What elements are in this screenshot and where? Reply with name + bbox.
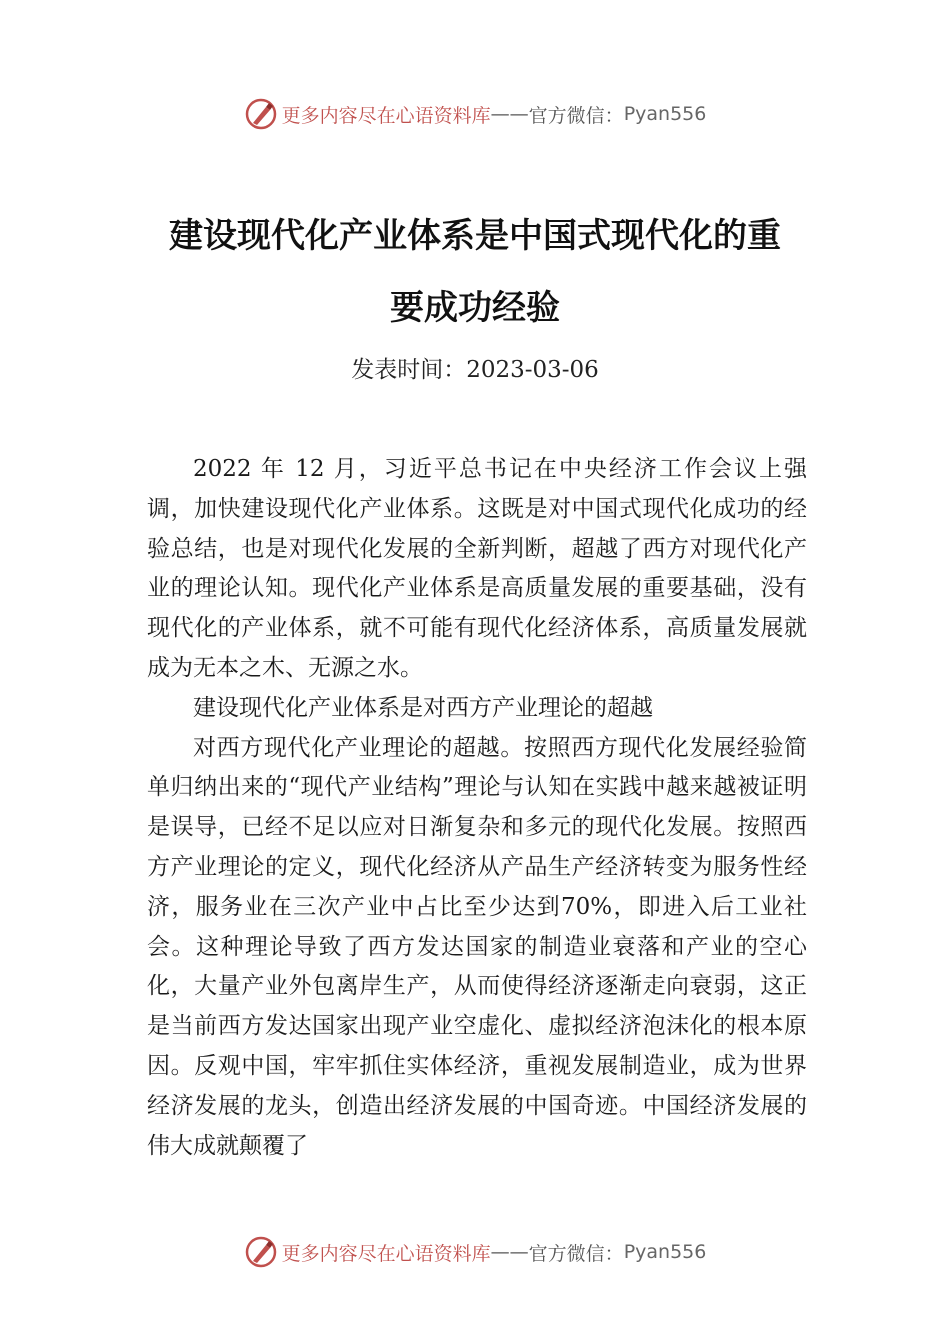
banner-wechat-label: 官方微信： bbox=[528, 104, 624, 127]
banner-wechat-label: 官方微信： bbox=[528, 1242, 624, 1265]
banner-brand-text: 更多内容尽在心语资料库 bbox=[281, 1242, 491, 1265]
banner-separator: —— bbox=[490, 1241, 529, 1263]
paragraph: 对西方现代化产业理论的超越。按照西方现代化发展经验简单归纳出来的“现代产业结构”理论与认知在实践中越来越被证明是误导，已经不足以应对日渐复杂和多元的现代化发展。按照西方产业理论的定义，现代化经济从产品生产经济转变为服务性经济，服务业在三次产业中占比至少达到70%，即进入后工业社会。这种理论导致了西方发达国家的制造业衰落和产业的空心化，大量产业外包离岸生产，从而使得经济逐渐走向衰弱，这正是当前西方发达国家出现产业空虚化、虚拟经济泡沫化的根本原因。反观中国，牢牢抓住实体经济，重视发展制造业，成为世界经济发展的龙头，创造出经济发展的中国奇迹。中国经济发展的伟大成就颠覆了 bbox=[147, 734, 807, 1159]
banner-wechat-id: Pyan556 bbox=[623, 103, 707, 125]
pen-logo-icon bbox=[244, 97, 278, 131]
banner-brand-text: 更多内容尽在心语资料库 bbox=[281, 104, 491, 127]
article-body bbox=[147, 450, 807, 1166]
article-title-line1: 建设现代化产业体系是中国式现代化的重 bbox=[169, 216, 781, 256]
header-banner bbox=[0, 94, 950, 134]
section-heading: 建设现代化产业体系是对西方产业理论的超越 bbox=[193, 694, 653, 721]
article-title-line2: 要成功经验 bbox=[390, 288, 560, 328]
banner-separator: —— bbox=[490, 103, 529, 125]
banner-wechat-id: Pyan556 bbox=[623, 1241, 707, 1263]
pen-logo-icon bbox=[244, 1235, 278, 1269]
footer-banner bbox=[0, 1232, 950, 1272]
paragraph: 2022 年 12 月，习近平总书记在中央经济工作会议上强调，加快建设现代化产业体系。这既是对中国式现代化成功的经验总结，也是对现代化发展的全新判断，超越了西方对现代化产业的理论认知。现代化产业体系是高质量发展的重要基础，没有现代化的产业体系，就不可能有现代化经济体系，高质量发展就成为无本之木、无源之水。 bbox=[147, 456, 807, 681]
publish-time: 发表时间：2023-03-06 bbox=[351, 357, 599, 383]
